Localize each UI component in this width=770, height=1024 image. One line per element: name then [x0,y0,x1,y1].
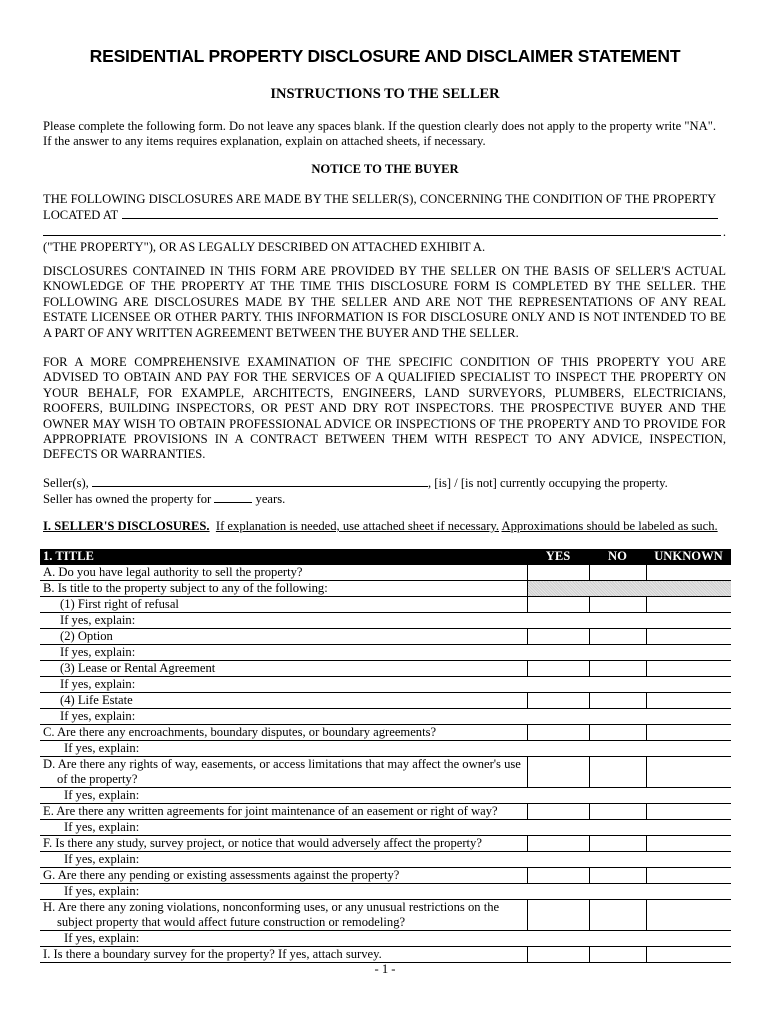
examination-paragraph: FOR A MORE COMPREHENSIVE EXAMINATION OF THE SPECIFIC CONDITION OF THIS PROPERTY YOU ARE ADVISED TO OBTAIN AND PAY FOR THE SERVICES OF A QUALIFIED SPECIALIST TO INSPECT THE PROPERTY ON YOUR BEHALF, FOR EXAMPLE, ARCHITECTS, ENGINEERS, LAND SURVEYORS, PLUMBERS, ELECTRICIANS, ROOFERS, BUILDING INSPECTORS, OR PEST AND DRY ROT INSPECTORS. THE PROSPECTIVE BUYER AND THE OWNER MAY WISH TO OBTAIN PROFESSIONAL ADVICE OR INSPECTIONS OF THE PROPERTY AND TO PROVIDE FOR APPROPRIATE PROVISIONS IN A CONTRACT BETWEEN THEM WITH RESPECT TO ANY ADVICE, INSPECTION, DEFECTS OR WARRANTIES. [43,355,726,462]
question-row [40,693,731,709]
no-answer-box[interactable] [589,725,646,741]
yes-answer-box[interactable] [527,947,589,963]
no-answer-box[interactable] [589,947,646,963]
question-row [40,868,731,884]
explain-row [40,788,731,804]
explain-label: If yes, explain: [40,852,731,868]
yes-answer-box[interactable] [527,565,589,581]
yes-answer-box[interactable] [527,661,589,677]
yes-answer-box[interactable] [527,757,589,788]
question-text: (3) Lease or Rental Agreement [40,661,527,677]
question-text: (4) Life Estate [40,693,527,709]
question-text: A. Do you have legal authority to sell the property? [40,565,527,581]
no-answer-box[interactable] [589,804,646,820]
question-text: B. Is title to the property subject to any of the following: [40,581,527,597]
explain-row [40,741,731,757]
unknown-answer-box[interactable] [646,565,731,581]
question-row [40,597,731,613]
instructions-heading: INSTRUCTIONS TO THE SELLER [270,86,500,102]
explain-row [40,645,731,661]
no-header: NO [589,549,646,565]
unknown-answer-box[interactable] [646,693,731,709]
question-text-wrapped: H. Are there any zoning violations, nonconforming uses, or any unusual restrictions on the subject property that would affect future construction or remodeling? [43,900,500,929]
property-location-block: THE FOLLOWING DISCLOSURES ARE MADE BY THE SELLER(S), CONCERNING THE CONDITION OF THE PROPERTY LOCATED AT . ("THE PROPERTY"), OR AS LEGALLY DESCRIBED ON ATTACHED EXHIBIT A. [43,192,726,255]
explain-label: If yes, explain: [40,884,731,900]
unknown-answer-box[interactable] [646,900,731,931]
instructions-line-1: Please complete the following form. Do not leave any spaces blank. If the question clearly does not apply to the property write "NA". [43,119,717,133]
the-property-text: ("THE PROPERTY"), OR AS LEGALLY DESCRIBED ON ATTACHED EXHIBIT A. [43,240,486,255]
property-address-field-2[interactable] [43,224,721,236]
question-text [40,900,527,931]
instructions-line-2: If the answer to any items requires explanation, explain on attached sheets, if necessary. [43,134,486,149]
question-row [40,947,731,963]
owned-prefix: Seller has owned the property for [43,492,212,507]
question-row [40,629,731,645]
explain-label: If yes, explain: [40,645,731,661]
shaded-answer-cell [527,581,731,597]
section-1-note-1: If explanation is needed, use attached sheet if necessary. [215,519,500,533]
explain-label: If yes, explain: [40,741,731,757]
unknown-answer-box[interactable] [646,661,731,677]
sellers-label: Seller(s), [43,476,89,490]
years-owned-field[interactable] [214,491,252,503]
question-text [40,757,527,788]
question-text-wrapped: D. Are there any rights of way, easements, or access limitations that may affect the owner's use of the property? [43,757,521,786]
seller-info [43,475,726,508]
question-text: C. Are there any encroachments, boundary disputes, or boundary agreements? [40,725,527,741]
yes-answer-box[interactable] [527,900,589,931]
yes-answer-box[interactable] [527,693,589,709]
question-row [40,725,731,741]
section-1-heading: I. SELLER'S DISCLOSURES. [43,519,210,533]
owned-suffix: years. [255,492,286,507]
explain-label: If yes, explain: [40,931,731,947]
question-text: (2) Option [40,629,527,645]
table-header-row [40,549,731,565]
explain-row [40,931,731,947]
explain-label: If yes, explain: [40,788,731,804]
question-row [40,661,731,677]
no-answer-box[interactable] [589,868,646,884]
question-row [40,804,731,820]
question-text: E. Are there any written agreements for joint maintenance of an easement or right of way? [40,804,527,820]
explain-label: If yes, explain: [40,613,731,629]
question-text: G. Are there any pending or existing assessments against the property? [40,868,527,884]
sellers-name-field[interactable] [92,475,428,487]
question-row [40,565,731,581]
section-1-heading-line [43,519,733,534]
question-row [40,581,731,597]
question-text: I. Is there a boundary survey for the property? If yes, attach survey. [40,947,527,963]
question-row [40,836,731,852]
unknown-answer-box[interactable] [646,757,731,788]
yes-answer-box[interactable] [527,629,589,645]
title-disclosure-table [40,549,731,963]
unknown-answer-box[interactable] [646,629,731,645]
following-disclosures-text: THE FOLLOWING DISCLOSURES ARE MADE BY THE SELLER(S), CONCERNING THE CONDITION OF THE PROPERTY [43,192,717,206]
instructions-text [43,119,726,150]
question-text: F. Is there any study, survey project, or notice that would adversely affect the property? [40,836,527,852]
yes-answer-box[interactable] [527,725,589,741]
yes-answer-box[interactable] [527,597,589,613]
page-number: - 1 - [374,962,396,976]
no-answer-box[interactable] [589,565,646,581]
document-title: RESIDENTIAL PROPERTY DISCLOSURE AND DISCLAIMER STATEMENT [89,46,681,66]
explain-row [40,709,731,725]
explain-row [40,820,731,836]
located-at-label: LOCATED AT [43,208,119,223]
explain-label: If yes, explain: [40,709,731,725]
section-title-header: 1. TITLE [40,549,527,565]
unknown-answer-box[interactable] [646,836,731,852]
question-row [40,757,731,788]
unknown-answer-box[interactable] [646,947,731,963]
question-row [40,900,731,931]
unknown-answer-box[interactable] [646,868,731,884]
no-answer-box[interactable] [589,597,646,613]
unknown-answer-box[interactable] [646,725,731,741]
explain-row [40,677,731,693]
explain-label: If yes, explain: [40,677,731,693]
unknown-answer-box[interactable] [646,804,731,820]
yes-header: YES [527,549,589,565]
no-answer-box[interactable] [589,629,646,645]
unknown-header: UNKNOWN [646,549,731,565]
property-address-field[interactable] [122,207,718,219]
explain-row [40,852,731,868]
notice-heading: NOTICE TO THE BUYER [311,162,459,176]
disclosures-paragraph: DISCLOSURES CONTAINED IN THIS FORM ARE PROVIDED BY THE SELLER ON THE BASIS OF SELLER'S ACTUAL KNOWLEDGE OF THE PROPERTY AT THE TIME THIS DISCLOSURE FORM IS COMPLETED BY THE SELLER. THE FOLLOWING ARE DISCLOSURES MADE BY THE SELLER AND ARE NOT THE REPRESENTATIONS OF ANY REAL ESTATE LICENSEE OR OTHER PARTY. THIS INFORMATION IS FOR DISCLOSURE ONLY AND IS NOT INTENDED TO BE A PART OF ANY WRITTEN AGREEMENT BETWEEN THE BUYER AND THE SELLER. [43,264,726,340]
yes-answer-box[interactable] [527,804,589,820]
explain-row [40,884,731,900]
section-1-note-2: Approximations should be labeled as such. [501,519,718,533]
yes-answer-box[interactable] [527,868,589,884]
no-answer-box[interactable] [589,836,646,852]
explain-row [40,613,731,629]
question-text: (1) First right of refusal [40,597,527,613]
no-answer-box[interactable] [589,661,646,677]
explain-label: If yes, explain: [40,820,731,836]
no-answer-box[interactable] [589,757,646,788]
no-answer-box[interactable] [589,900,646,931]
yes-answer-box[interactable] [527,836,589,852]
no-answer-box[interactable] [589,693,646,709]
occupying-text: , [is] / [is not] currently occupying the property. [427,476,668,490]
unknown-answer-box[interactable] [646,597,731,613]
